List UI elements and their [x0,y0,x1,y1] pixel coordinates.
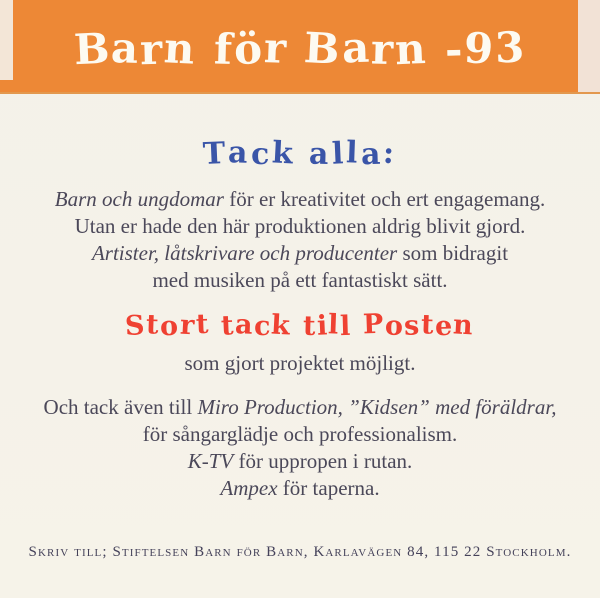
glyph: t [420,309,436,341]
emphasis-miro-kidsen: Miro Production, ”Kidsen” med föräldrar, [197,395,557,419]
glyph: 3 [494,21,528,73]
glyph: a [233,309,255,341]
text-line-4: med musiken på ett fantastiskt sätt. [152,268,448,292]
text-segment: för uppropen i rutan. [233,449,413,473]
glyph: f [212,24,235,74]
glyph: l [345,135,362,171]
glyph: - [443,24,465,74]
glyph: a [110,22,142,73]
heading-tack-alla [0,135,600,173]
heading-stort-tack-posten [0,310,600,342]
glyph: T [202,135,230,173]
text-line-2: Utan er hade den här produktionen aldrig blivit gjord. [74,214,526,238]
text-line-8 [0,475,600,502]
glyph: a [227,135,252,171]
glyph: t [302,310,317,342]
content-area [0,94,600,502]
paragraph-thanks-all [0,186,600,294]
emphasis-ampex: Ampex [220,476,278,500]
text-line-1 [0,186,600,213]
text-segment: Och tack även till [43,395,198,419]
emphasis-barn-och-ungdomar: Barn och ungdomar [54,187,224,211]
text-line-7 [0,448,600,475]
header-banner [0,0,600,94]
glyph: c [250,136,273,173]
scan-edge-left [0,0,13,80]
glyph: P [362,308,386,341]
glyph: o [159,310,181,343]
text-segment: som bidragit [397,241,509,265]
glyph: a [341,22,372,72]
glyph: r [370,23,396,74]
glyph: e [434,310,454,343]
glyph: s [403,310,422,342]
text-segment: för er kreativitet och ert engagemang. [223,187,546,211]
glyph: B [303,22,344,74]
glyph: k [270,309,293,342]
glyph: l [339,310,353,343]
glyph: : [382,135,398,172]
glyph: t [195,308,211,341]
glyph: t [145,309,161,341]
glyph: ö [232,23,265,74]
glyph: a [360,136,384,173]
text-line-6: för sångarglädje och professionalism. [142,422,458,446]
glyph: a [308,136,333,173]
glyph: l [327,309,341,341]
glyph: i [315,310,329,342]
paragraph-thanks-also [0,394,600,502]
glyph: k [271,135,297,172]
glyph: B [72,23,113,74]
text-line-3 [0,240,600,267]
emphasis-ktv: K-TV [187,449,234,473]
glyph: 9 [462,22,497,74]
glyph: n [452,309,476,342]
glyph: c [253,310,272,343]
glyph: n [394,23,429,74]
glyph: l [330,136,347,172]
glyph: S [124,310,148,342]
scan-edge-right [578,0,600,92]
glyph: t [219,310,236,342]
glyph: r [139,24,166,74]
page-title [74,20,527,73]
text-segment: för taperna. [277,476,380,500]
glyph: r [179,309,197,342]
footer-address: Skriv till; Stiftelsen Barn för Barn, Karlavägen 84, 115 22 Stockholm. [28,544,572,560]
glyph: o [384,310,405,343]
posten-subline: som gjort projektet möjligt. [184,351,416,375]
glyph: r [262,22,289,73]
glyph: n [163,22,199,74]
text-line-5 [0,394,600,421]
emphasis-artister: Artister, låtskrivare och producenter [91,241,398,265]
